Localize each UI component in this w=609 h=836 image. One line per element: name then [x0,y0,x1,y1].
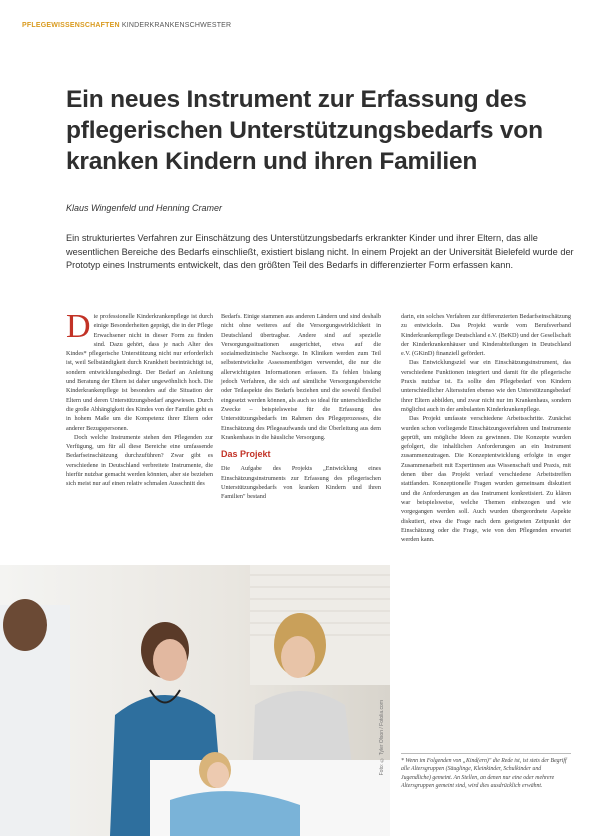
footnote: * Wenn im Folgenden von „Kind(ern)" die Rede ist, ist stets der Begriff alle Altersgruppen (Säuglinge, Kleinkinder, Schulkinder und Jugendliche) gemeint. An Stellen, an denen nur eine oder mehrere Altersgruppen gemeint sind, wird dies ausdrücklich erwähnt. [401,753,571,791]
drop-cap: D [66,308,91,345]
authors: Klaus Wingenfeld und Henning Cramer [66,203,223,213]
column-3 [401,312,571,544]
section-heading: Das Projekt [221,449,271,460]
section-label: PFLEGEWISSENSCHAFTEN [22,22,120,29]
paragraph: darin, ein solches Verfahren zur differenzierten Bedarfseinschätzung zu entwickeln. Das Projekt wurde vom Berufsverband Kinderkrankenpflege Deutschland e.V. (BeKD) und der Gesellschaft der Kinderkrankenhäuser und Kinderabteilungen in Deutschland e.V. (GKinD) finanziell gefördert. [401,313,571,358]
running-header [22,22,231,29]
title-rest: zur Erfassung des pflegerischen Unterstützungsbedarfs von kranken Kindern und ihren Familien [66,86,543,175]
photo-illustration [0,565,390,836]
paragraph: Das Entwicklungsziel war ein Einschätzungsinstrument, das verschiedene Funktionen integriert und damit für die pflegerische Praxis nutzbar ist. Es sollte den Pflegebedarf von Kindern unterschiedlicher Altersstufen ebenso wie den Unterstützungsbedarf ihrer Eltern abbilden, und zwar nicht nur im Krankenhaus, sondern möglichst auch in der ambulanten Kinderkrankenpflege. [401,359,571,413]
paragraph: ie professionelle Kinderkrankenpflege ist durch einige Besonderheiten geprägt, die in der Pflege Erwachsener nicht in dieser Form zu finden sind. Dazu gehört, dass je nach Alter des Kindes* pflegerische Unterstützung nicht nur erforderlich ist, weil Selbständigkeit durch Krankheit beeinträchtigt ist, sondern entwicklungsbedingt. Der Bedarf an Anleitung und Beratung der Eltern ist daher ungewöhnlich hoch. Die Kinderkrankenpflege ist besonders auf die Situation der Eltern und deren Unterstützungsbedarf angewiesen. Durch die große Abhängigkeit des Kindes von der Familie geht es in hohem Maße um die Kompetenz ihrer Eltern oder anderer Bezugspersonen. [66,313,213,432]
paragraph: Die Aufgabe des Projekts „Entwicklung eines Einschätzungsinstruments zur Erfassung des pflegerischen Unterstützungsbedarfs von kranken Kindern und ihren Familien" bestand [221,465,381,501]
column-1 [66,308,213,489]
photo-credit: Foto: © Tyler Olson / Fotolia.com [379,700,385,776]
paragraph: Bedarfs. Einige stammen aus anderen Ländern und sind deshalb nicht ohne weiteres auf die Versorgungswirklichkeit in Deutschland übertragbar. Andere sind auf spezielle Versorgungssituationen ausgerichtet, etwa auf die sozialmedizinische Nachsorge. In Kliniken werden zum Teil selbstentwickelte Assessmentbögen verwendet, die nur die allerwichtigsten Informationen erfassen. Es fehlen bislang jedoch Verfahren, die sich auf sämtliche Versorgungsbereiche oder Teilaspekte des Bedarfs beziehen und die sowohl flexibel eingesetzt werden können, als auch so ideal für unterschiedliche Zwecke – beispielsweise für die Erfassung des Unterstützungsbedarfs im Rahmen des Pflegeprozesses, die Einschätzung des Pflegeaufwands und die Überleitung aus dem Krankenhaus in die häusliche Versorgung. [221,313,381,441]
paragraph: Das Projekt umfasste verschiedene Arbeitsschritte. Zunächst wurden schon vorliegende Einschätzungsverfahren und Instrumente geprüft, um mögliche Ideen zu gewinnen. Die Konzepte wurden gefolgert, die inhaltlichen Anforderungen an ein Instrument zusammenzutragen. Die Konzeptentwicklung erfolgte in enger Zusammenarbeit mit Expertinnen aus Wissenschaft und Praxis, mit denen über das Projekt verlauf verschiedene Arbeitstreffen stattfanden. Konzeptionelle Fragen wurden gemeinsam diskutiert und die Anforderungen an das Instrument konkretisiert. Zu klären war beispielsweise, welche Themen einbezogen und wie vorgegangen werden soll. Auch wurden übergeordnete Aspekte diskutiert, etwa die Frage nach dem geeigneten Zeitpunkt der Einschätzung oder die Frage, wie von den Pflegenden erwartet werden kann. [401,415,571,544]
article-photo [0,565,390,836]
column-2 [221,312,381,502]
paragraph: Doch welche Instrumente stehen den Pflegenden zur Verfügung, um für all diese Bereiche eine umfassende Bedarfseinschätzung durchzuführen? Zwar gibt es verschiedene in Deutschland verbreitete Instrumente, die hierfür nutzbar gemacht werden könnten, aber sie beziehen sich meist nur auf einen relativ schmalen Ausschnitt des [66,433,213,488]
lead-paragraph: Ein strukturiertes Verfahren zur Einschätzung des Unterstützungsbedarfs erkrankter Kinder und ihrer Eltern, das alle wesentlichen Bereiche des Bedarfs einschließt, existiert bislang nicht. In einem Projekt an der Universität Bielefeld wurde der Prototyp eines Instruments entwickelt, das den größten Teil des Bedarfs in differenzierter Form erfassen kann. [66,233,574,271]
article-title [66,84,586,177]
subsection-label: KINDERKRANKENSCHWESTER [121,22,232,29]
title-bold-part: Ein neues Instrument [66,86,312,113]
